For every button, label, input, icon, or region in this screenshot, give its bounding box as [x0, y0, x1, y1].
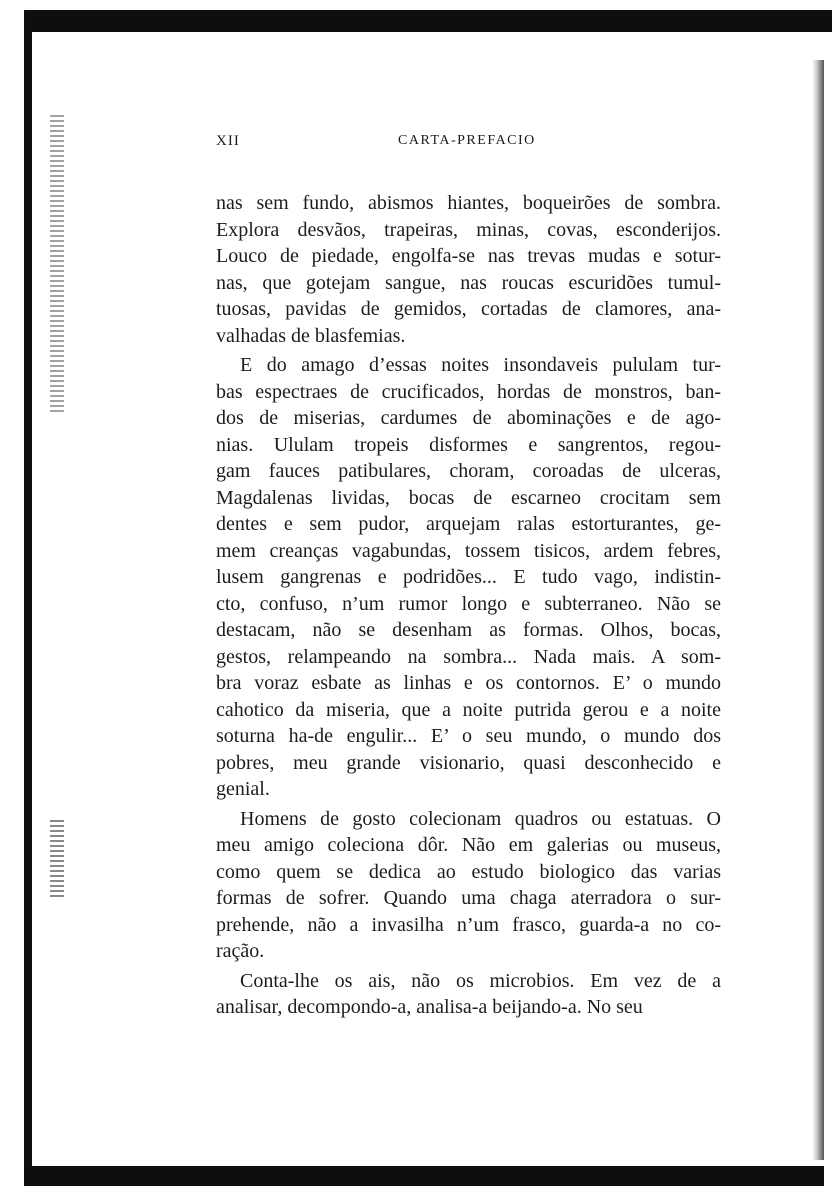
scan-left-border — [24, 10, 32, 1175]
page-header — [216, 133, 721, 157]
paragraph — [216, 968, 721, 1021]
text-line: Homens de gosto colecionam quadros ou estatuas. O — [240, 807, 721, 830]
text-line: Conta-lhe os ais, não os microbios. Em vez de a — [240, 969, 721, 992]
text-line: dentes e sem pudor, arquejam ralas estorturantes, ge- — [216, 513, 721, 535]
text-line: E do amago d’essas noites insondaveis pululam tur- — [240, 354, 721, 376]
text-line: gam fauces patibulares, choram, coroadas de ulceras, — [216, 460, 721, 482]
text-line: nas, que gotejam sangue, nas roucas escuridões tumul- — [216, 271, 721, 294]
text-line: bra voraz esbate as linhas e os contornos. E’ o mundo — [216, 672, 721, 694]
text-line: destacam, não se desenham as formas. Olhos, bocas, — [216, 619, 721, 641]
text-line: como quem se dedica ao estudo biologico das varias — [216, 860, 721, 883]
running-title: CARTA-PREFACIO — [398, 133, 536, 148]
scan-bottom-border — [24, 1166, 824, 1186]
text-line: cahotico da miseria, que a noite putrida gerou e a noite — [216, 698, 721, 721]
text-line: gestos, relampeando na sombra... Nada mais. A som- — [216, 645, 721, 668]
scan-top-border — [24, 10, 832, 32]
text-line: dos de miserias, cardumes de abominações e de ago- — [216, 407, 721, 429]
scan-bleed-through-mark — [50, 115, 64, 415]
text-line: formas de sofrer. Quando uma chaga aterradora o sur- — [216, 887, 721, 909]
text-line: cto, confuso, n’um rumor longo e subterraneo. Não se — [216, 592, 721, 615]
text-line: pobres, meu grande visionario, quasi desconhecido e — [216, 751, 721, 774]
scan-bleed-through-mark — [50, 820, 64, 900]
text-line: prehende, não a invasilha n’um frasco, guarda-a no co- — [216, 913, 721, 936]
paragraph — [216, 190, 721, 349]
text-line: tuosas, pavidas de gemidos, cortadas de clamores, ana- — [216, 298, 721, 320]
page-number: XII — [216, 133, 240, 149]
text-line: ração. — [216, 940, 265, 962]
text-line: Louco de piedade, engolfa-se nas trevas mudas e sotur- — [216, 245, 721, 267]
text-line: valhadas de blasfemias. — [216, 324, 406, 347]
text-line: bas espectraes de crucificados, hordas de monstros, ban- — [216, 380, 721, 403]
scan-right-shadow — [812, 60, 824, 1160]
text-line: nas sem fundo, abismos hiantes, boqueirões de sombra. — [216, 192, 721, 214]
text-line: mem creanças vagabundas, tossem tisicos, ardem febres, — [216, 539, 721, 562]
text-line: meu amigo coleciona dôr. Não em galerias ou museus, — [216, 834, 721, 856]
paragraph — [216, 806, 721, 965]
text-line: genial. — [216, 778, 270, 800]
text-line: lusem gangrenas e podridões... E tudo vago, indistin- — [216, 566, 721, 588]
body-text — [216, 190, 721, 1021]
text-line: nias. Ululam tropeis disformes e sangrentos, regou- — [216, 433, 721, 456]
paragraph — [216, 352, 721, 803]
text-line: Explora desvãos, trapeiras, minas, covas, esconderijos. — [216, 218, 721, 241]
text-line: soturna ha-de engulir... E’ o seu mundo, o mundo dos — [216, 725, 721, 747]
text-line: Magdalenas lividas, bocas de escarneo crocitam sem — [216, 486, 721, 509]
text-line: analisar, decompondo-a, analisa-a beijando-a. No seu — [216, 996, 643, 1018]
